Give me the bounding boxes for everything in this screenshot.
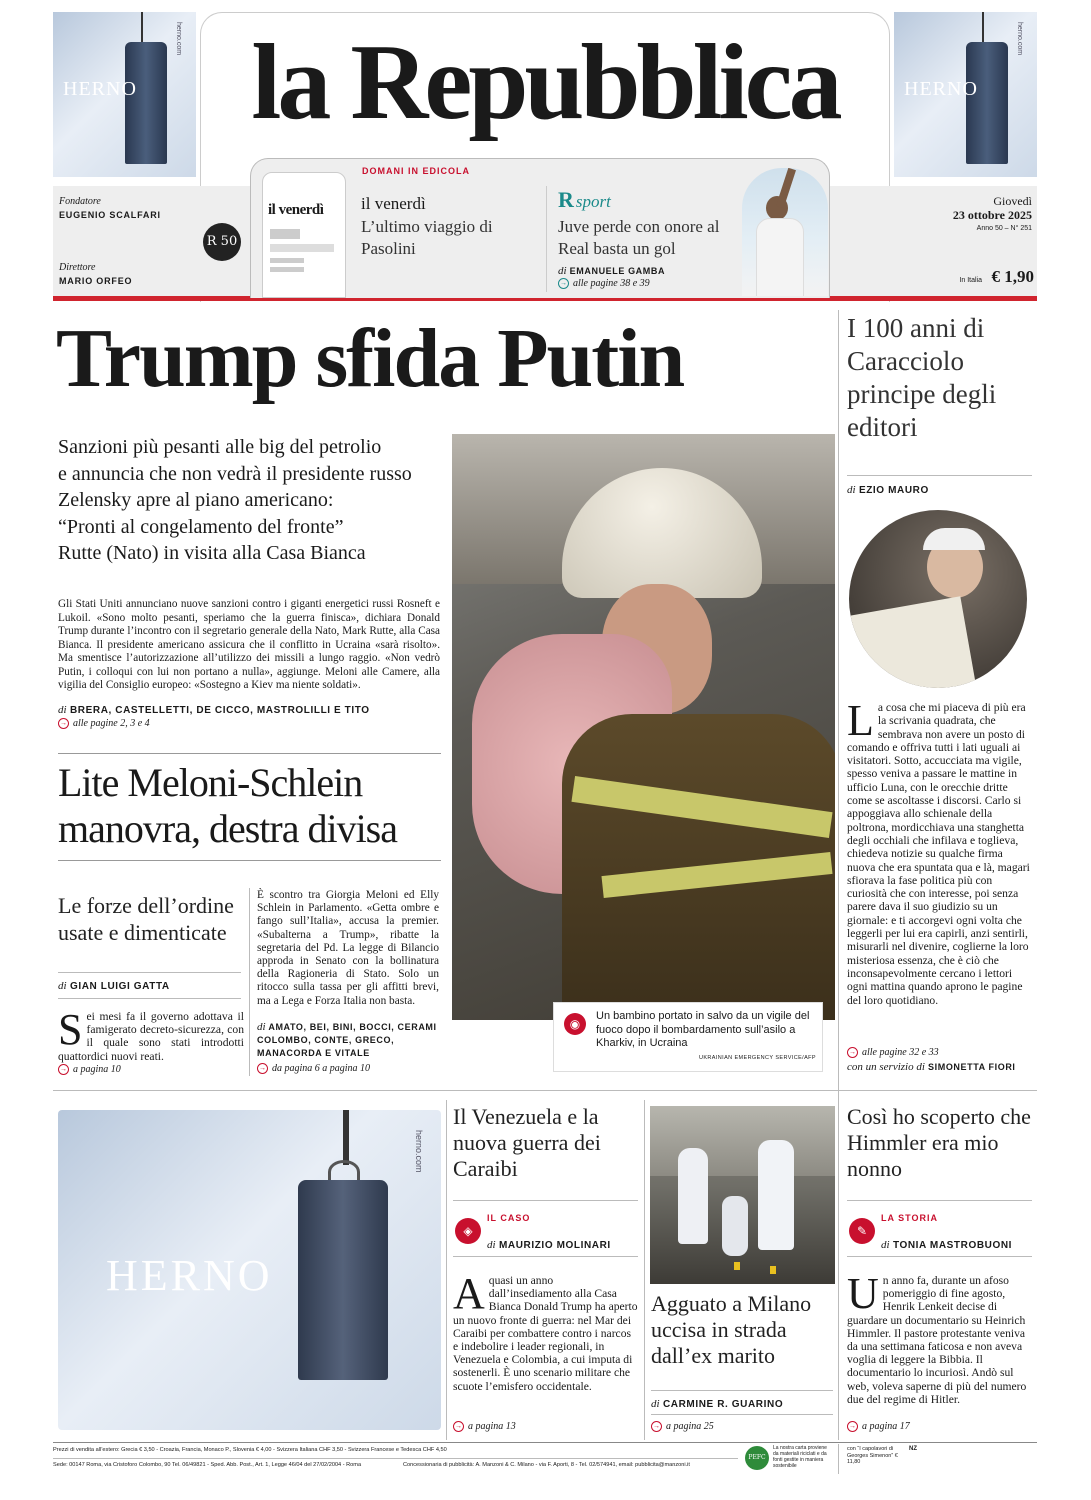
issue-date: 23 ottobre 2025	[952, 208, 1032, 222]
milano-pages-link[interactable]: → a pagina 25	[653, 1421, 714, 1432]
meloni-byline: di AMATO, BEI, BINI, BOCCI, CERAMI COLOMBO, CONTE, GRECO, MANACORDA E VITALE	[257, 1021, 437, 1058]
footer-ads: Concessionaria di pubblicità: A. Manzoni & C. Milano - via F. Aporti, 8 - Tel. 02/574941, email: pubblicita@manzoni.it	[403, 1462, 690, 1468]
venerdi-title: il venerdì	[361, 194, 426, 213]
venezuela-body: Aquasi un anno dall’insediamento alla Casa Bianca Donald Trump ha aperto un nuovo fronte di guerra: nel Mar dei Caraibi per combattere contro i narcos e indebolire i leader regionali, in Venezuela e Colombia, a cui imputa di sostenerli. È uno scenario militare che scuote l’emisfero occidentale.	[453, 1269, 638, 1393]
herno-logo: HERNO	[106, 1251, 273, 1300]
photo-caption-box: ◉ Un bambino portato in salvo da un vigile del fuoco dopo il bombardamento sull’asilo a Kharkiv, in Ucraina UKRAINIAN EMERGENCY SERVICE/AFP	[553, 1002, 823, 1072]
caracciolo-headline[interactable]: I 100 anni di Caracciolo principe degli editori	[847, 313, 997, 442]
herno-ad-bottom[interactable]: HERNO herno.com	[58, 1110, 441, 1430]
sport-pages-link[interactable]: → alle pagine 38 e 39	[560, 278, 650, 289]
caracciolo-body: La cosa che mi piaceva di più era la scrivania quadrata, che sembrava non avere un posto di comando e offriva tutti i lati uguali ai visitatori. Sotto, accucciata ma vigile, spesso veniva a passare le mattine in ufficio Luna, con le orecchie dritte come se ascoltasse i discorsi. Carlo si appoggiava allo schienale della poltrona, mordicchiava una stanghetta degli occhiali che infilava e toglieva, chiedeva notizie su qualche firma nuova che era spuntata qua e là, magari sfiorava la fase politica più con curiosità che con interesse, poi senza parere dava il suo giudizio su un giornale: e ti accorgevi ogni volta che leggerli per lui era capirli, anzi sentirli, misurarli nel divenire, coglierne la loro misteriosa essenza, che è ciò che inconsapevolmente cercano i lettori ogni mattina quando aprono le pagine del loro quotidiano.	[847, 696, 1030, 1007]
director-name: MARIO ORFEO	[59, 276, 133, 286]
forze-body: Sei mesi fa il governo adottava il famigerato decreto-sicurezza, con il quale sono stati introdotti quattordici nuovi reati.	[58, 1005, 244, 1063]
herno-ad-right[interactable]: HERNO herno.com	[894, 12, 1037, 177]
himmler-headline[interactable]: Così ho scoperto che Himmler era mio nonno	[847, 1104, 1031, 1181]
venezuela-pages-link[interactable]: → a pagina 13	[455, 1421, 516, 1432]
jacket-icon	[298, 1180, 388, 1380]
venezuela-headline[interactable]: Il Venezuela e la nuova guerra dei Caraibi	[453, 1104, 601, 1181]
caso-icon: ◈	[455, 1218, 481, 1244]
forze-headline[interactable]: Le forze dell’ordine usate e dimenticate	[58, 893, 234, 945]
lead-headline[interactable]: Trump sfida Putin	[56, 312, 684, 405]
lead-body: Gli Stati Uniti annunciano nuove sanzioni contro i giganti energetici russi Rosneft e Lukoil. «Sono molto pesanti, speriamo che la guerra finisca», dichiara Donald Trump durante l’incontro con il segretario generale della Nato, Mark Rutte, alla Casa Bianca. Il presidente americano assicura che il conflitto in Ucraina «sarà risolto». Ma smentisce l’autorizzazione all’utilizzo dei missili a lungo raggio. «Non vedrò Putin, i colloqui con lui non portano a nulla», aggiunge. Meloni alle Camere, alla vigilia del Consiglio europeo: «Sostegno a Kiev ma niente soldati».	[58, 598, 440, 691]
herno-ad-left[interactable]: HERNO herno.com	[53, 12, 196, 177]
forze-pages-link[interactable]: → a pagina 10	[60, 1064, 121, 1075]
meloni-pages-link[interactable]: → da pagina 6 a pagina 10	[259, 1063, 371, 1074]
himmler-pages-link[interactable]: → a pagina 17	[849, 1421, 910, 1432]
meloni-body: È scontro tra Giorgia Meloni ed Elly Schlein in Parlamento. «Getta ombre e fango sull’Italia», accusa la premier. «Subalterna a Trump», ribatte la segretaria del Pd. La legge di Bilancio approda in Senato con la bollinatura della Ragioneria di Stato. Solo un ritocco sulla tassa per gli affitti brevi, ma a Lega e Forza Italia non basta.	[257, 889, 439, 1007]
storia-icon: ✎	[849, 1218, 875, 1244]
herno-logo: HERNO	[904, 78, 978, 100]
milano-headline[interactable]: Agguato a Milano uccisa in strada dall’ex marito	[651, 1291, 812, 1368]
lead-byline: di BRERA, CASTELLETTI, DE CICCO, MASTROLILLI E TITO	[58, 704, 370, 716]
price: € 1,90	[991, 267, 1034, 286]
rsport-logo: R sport	[558, 187, 611, 212]
himmler-body: Un anno fa, durante un afoso pomeriggio di fine agosto, Henrik Lenkeit decise di guardare un documentario su Heinrich Himmler. Il pastore protestante veniva da una settimana faticosa e non aveva voglia di leggere la Bibbia. Il documentario lo incuriosì. Andò sul web, voleva saperne di più del numero due del regime di Hitler.	[847, 1269, 1027, 1406]
sport-text[interactable]: Juve perde con onore al Real basta un gol	[558, 217, 720, 258]
pefc-logo: PEFC	[745, 1446, 769, 1470]
firefighter-photo[interactable]	[452, 434, 835, 1020]
caracciolo-pages-link[interactable]: → alle pagine 32 e 33	[849, 1047, 939, 1058]
footballer-photo	[742, 168, 828, 296]
meloni-headline[interactable]: Lite Meloni-Schlein manovra, destra divisa	[58, 760, 397, 851]
jacket-icon	[966, 42, 1008, 164]
caracciolo-portrait	[849, 510, 1027, 688]
founder-name: EUGENIO SCALFARI	[59, 210, 161, 220]
newspaper-title[interactable]: la Repubblica	[251, 23, 839, 142]
footer-prices: Prezzi di vendita all’estero: Grecia € 3,50 - Croazia, Francia, Monaco P., Slovenia € 4,00 - Svizzera Italiana CHF 3,50 - Svizzera Francese e Tedesca CHF 4,50	[53, 1447, 447, 1453]
jacket-icon	[125, 42, 167, 164]
anniversary-badge: R 50	[203, 223, 241, 261]
herno-logo: HERNO	[63, 78, 137, 100]
footer-address: Sede: 00147 Roma, via Cristoforo Colombo, 90 Tel. 06/49821 - Sped. Abb. Post., Art. 1, Legge 46/04 del 27/02/2004 - Roma	[53, 1462, 362, 1468]
camera-icon: ◉	[564, 1013, 586, 1035]
lead-pages-link[interactable]: → alle pagine 2, 3 e 4	[60, 718, 150, 729]
venerdi-text[interactable]: L’ultimo viaggio di Pasolini	[361, 217, 493, 258]
lead-subhead: Sanzioni più pesanti alle big del petrolio e annuncia che non vedrà il presidente russo Zelensky apre al piano americano: “Pronti al congelamento del fronte” Rutte (Nato) in visita alla Casa Bianca	[58, 436, 412, 564]
promo-kicker: DOMANI IN EDICOLA	[362, 166, 470, 176]
crime-scene-photo[interactable]	[650, 1106, 835, 1284]
